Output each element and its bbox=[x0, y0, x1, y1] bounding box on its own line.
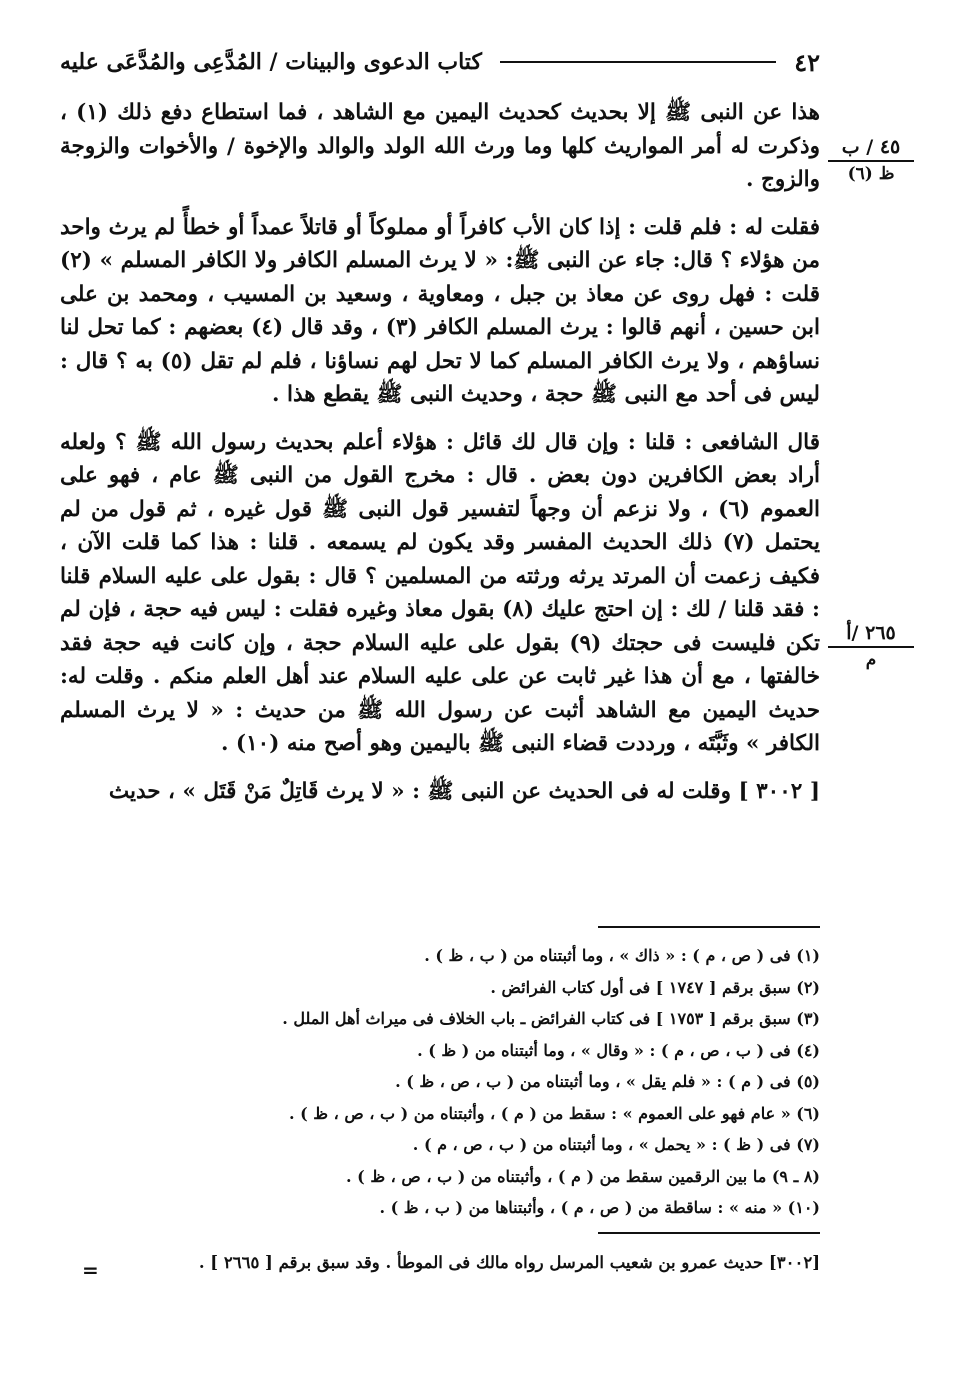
footnote-divider bbox=[598, 1232, 820, 1234]
footnote: (٨ ـ ٩) ما بين الرقمين سقط من ( م ) ، وأثبتناه من ( ب ، ص ، ظ ) . bbox=[346, 1166, 820, 1186]
page-number: ٤٢ bbox=[794, 47, 820, 77]
paragraph-lead: قال الشافعى : bbox=[684, 429, 821, 455]
margin-note-bottom: ظ (٦) bbox=[828, 160, 914, 184]
footnote-divider bbox=[598, 926, 820, 928]
margin-note-top: ٤٥ / ب bbox=[841, 136, 901, 158]
footnote: (٣) سبق برقم [ ١٧٥٣ ] فى كتاب الفرائض ـ باب الخلاف فى ميراث أهل الملل . bbox=[282, 1009, 820, 1028]
main-text bbox=[60, 96, 820, 822]
header-rule bbox=[500, 61, 776, 63]
margin-note-folio-2 bbox=[828, 622, 914, 670]
running-title: كتاب الدعوى والبينات / المُدَّعِى والمُدَّعَى عليه bbox=[60, 49, 482, 75]
paragraph: [ ٣٠٠٢ ] وقلت له فى الحديث عن النبى ﷺ : « لا يرث قَاتِلٌ مَنْ قَتَل » ، حديث bbox=[108, 778, 820, 804]
footnotes bbox=[60, 940, 820, 1224]
hadith-number: [ ٣٠٠٢ ] bbox=[738, 778, 820, 804]
footnote: (٦) « عام فهو على العموم » : سقط من ( م ) ، وأثبتناه من ( ب ، ص ، ظ ) . bbox=[288, 1103, 820, 1123]
margin-note-folio-1 bbox=[828, 136, 914, 184]
footnote: (١) فى ( ص ، م ) : « ذاك » ، وما أثبتناه من ( ب ، ظ ) . bbox=[424, 946, 820, 965]
footnote: (٧) فى ( ظ ) : « يحمل » ، وما أثبتناه من ( ب ، ص ، م ) . bbox=[412, 1135, 820, 1154]
margin-note-top: ٢٦٥ /أ bbox=[846, 622, 896, 644]
footnote: (٥) فى ( م ) : « فلم يقل » ، وما أثبتناه من ( ب ، ص ، ظ ) . bbox=[395, 1072, 820, 1091]
footnote: (٤) فى ( ب ، ص ، م ) : « وقال » ، وما أثبتناه من ( ظ ) . bbox=[417, 1040, 820, 1060]
hadith-source-note: [٣٠٠٢] حديث عمرو بن شعيب المرسل رواه مالك فى الموطأ . وقد سبق برقم [ ٢٦٦٥ ] . bbox=[198, 1253, 820, 1272]
page-header bbox=[60, 42, 820, 82]
footnote: (٢) سبق برقم [ ١٧٤٧ ] فى أول كتاب الفرائض . bbox=[490, 977, 820, 997]
footnote: (١٠) « منه » : ساقطة من ( ص ، م ) ، وأثبتناها من ( ب ، ظ ) . bbox=[379, 1198, 820, 1217]
margin-note-bottom: م bbox=[828, 646, 914, 670]
paragraph: هذا عن النبى ﷺ إلا بحديث كحديث اليمين مع الشاهد ، فما استطاع دفع ذلك (١) ، وذكرت له أمر المواريث كلها وما ورث الله الولد والوالد والإخوة / والأخوات والزوجة والزوج . bbox=[60, 100, 820, 192]
continuation-mark: = bbox=[82, 1258, 99, 1282]
paragraph: قال الشافعى : قلنا : وإن قال لك قائل : هؤلاء أعلم بحديث رسول الله ﷺ ؟ ولعله أراد بعض الكافرين دون بعض . قال : مخرج القول من النبى ﷺ عام ، فهو على العموم (٦) ، ولا نزعم أن وجهاً لتفسير قول النبى ﷺ قول غيره ، ثم قول من لم يحتمل (٧) ذلك الحديث المفسر وقد يكون لم يسمعه . قلنا : هذا كما قلت الآن ، فكيف زعمت أن المرتد يرثه ورثته من المسلمين ؟ قال : بقول على عليه السلام قلنا : فقد قلنا / لك : إن احتج عليك (٨) بقول معاذ وغيره فقلت : ليس فيه حجة ، فإن لم تكن فليست فى حجتك (٩) بقول على عليه السلام حجة ، وإن كانت فيه حجة فقد خالفتها ، مع أن هذا غير ثابت عن على عليه السلام عند أهل العلم منكم . وقلت له: حديث اليمين مع الشاهد أثبت عن رسول الله ﷺ من حديث : « لا يرث المسلم الكافر » وثَبَّتَه ، ورددت قضاء النبى ﷺ باليمين وهو أصح منه (١٠) . bbox=[60, 429, 821, 756]
paragraph: فقلت له : فلم قلت : إذا كان الأب كافراً أو مملوكاً أو قاتلاً عمداً أو خطأً لم يرث واحد من هؤلاء ؟ قال: جاء عن النبى ﷺ: « لا يرث المسلم الكافر ولا الكافر المسلم » (٢) قلت : فهل روى عن معاذ بن جبل ، ومعاوية ، وسعيد بن المسيب ، ومحمد بن على ابن حسين ، أنهم قالوا : يرث المسلم الكافر (٣) ، وقد قال (٤) بعضهم : كما تحل لنا نساؤهم ، ولا يرث الكافر المسلم كما لا تحل لهم نساؤنا ، فلم لم تقل (٥) به ؟ قال : ليس فى أحد مع النبى ﷺ حجة ، وحديث النبى ﷺ يقطع هذا . bbox=[60, 214, 820, 407]
